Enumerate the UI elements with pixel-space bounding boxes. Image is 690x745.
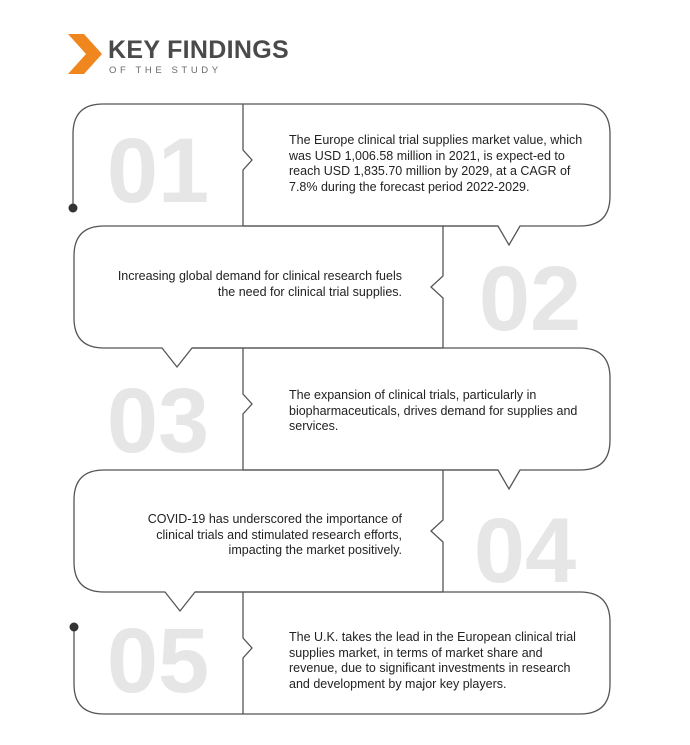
end-dot [70, 623, 79, 632]
page-subtitle: OF THE STUDY [109, 65, 222, 76]
start-dot [69, 204, 78, 213]
finding-text-2: Increasing global demand for clinical research fuels the need for clinical trial supplies. [117, 269, 402, 299]
page-title: KEY FINDINGS [108, 36, 289, 64]
finding-number-5: 05 [106, 610, 210, 712]
finding-number-2: 02 [478, 248, 582, 350]
finding-text-5: The U.K. takes the lead in the European clinical trial supplies market, in terms of market share and revenue, due to significant investments in research and development by major key players. [289, 630, 576, 691]
finding-number-1: 01 [106, 120, 210, 222]
divider-5 [243, 592, 252, 714]
finding-number-3: 03 [106, 370, 210, 472]
divider-1 [243, 104, 252, 226]
divider-2 [431, 226, 443, 348]
divider-4 [431, 470, 443, 592]
divider-3 [243, 348, 252, 470]
finding-text-1: The Europe clinical trial supplies market value, which was USD 1,006.58 million in 2021, is expect-ed to reach USD 1,835.70 million by 2029, at a CAGR of 7.8% during the forecast period 2022-2029. [289, 133, 583, 194]
finding-number-4: 04 [473, 500, 577, 602]
finding-text-4: COVID-19 has underscored the importance of clinical trials and stimulated research efforts, impacting the market positively. [147, 512, 402, 557]
finding-text-3: The expansion of clinical trials, particularly in biopharmaceuticals, drives demand for supplies and services. [289, 388, 578, 433]
